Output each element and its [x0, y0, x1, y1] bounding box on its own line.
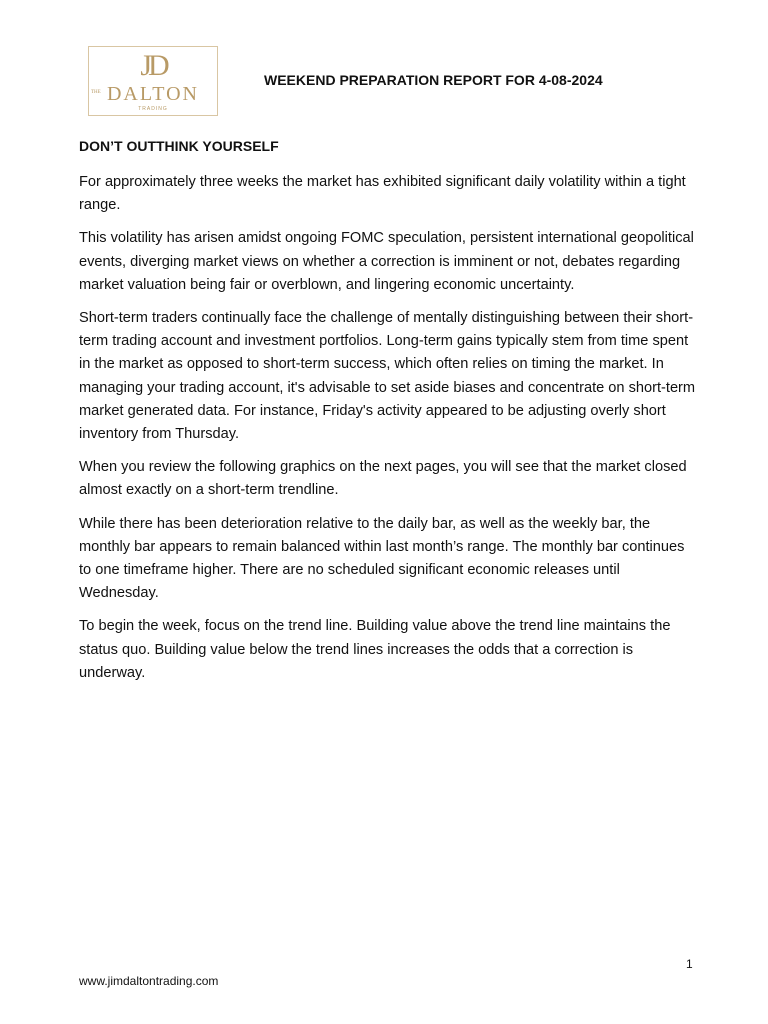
- paragraph: When you review the following graphics on the next pages, you will see that the market closed almost exactly on a short-term trendline.: [79, 459, 687, 499]
- dalton-trading-logo: [88, 46, 218, 116]
- logo-tagline: TRADING: [138, 106, 168, 112]
- report-body: [79, 171, 699, 695]
- logo-name: DALTON: [106, 83, 199, 105]
- report-title: WEEKEND PREPARATION REPORT FOR 4-08-2024: [264, 72, 603, 88]
- page-number: 1: [686, 957, 693, 971]
- logo-monogram: JD: [140, 49, 166, 82]
- footer-url: www.jimdaltontrading.com: [79, 974, 219, 988]
- paragraph: This volatility has arisen amidst ongoing FOMC speculation, persistent international geopolitical events, diverging market views on whether a correction is imminent or not, debates regarding market valuation being fair or overblown, and lingering economic uncertainty.: [79, 230, 694, 293]
- logo-the: THE: [91, 90, 101, 95]
- paragraph: For approximately three weeks the market has exhibited significant daily volatility within a tight range.: [79, 174, 686, 214]
- paragraph: While there has been deterioration relative to the daily bar, as well as the weekly bar, the monthly bar appears to remain balanced within last month’s range. The monthly bar continues to one timeframe higher. There are no scheduled significant economic releases until Wednesday.: [79, 515, 685, 602]
- section-heading: DON’T OUTTHINK YOURSELF: [79, 138, 279, 154]
- paragraph: To begin the week, focus on the trend line. Building value above the trend line maintains the status quo. Building value below the trend lines increases the odds that a correction is underway.: [79, 618, 671, 681]
- paragraph: Short-term traders continually face the challenge of mentally distinguishing between their short-term trading account and investment portfolios. Long-term gains typically stem from time spent in the market as opposed to short-term success, which often relies on timing the market. In managing your trading account, it's advisable to set aside biases and concentrate on short-term market generated data. For instance, Friday's activity appeared to be adjusting overly short inventory from Thursday.: [79, 310, 696, 443]
